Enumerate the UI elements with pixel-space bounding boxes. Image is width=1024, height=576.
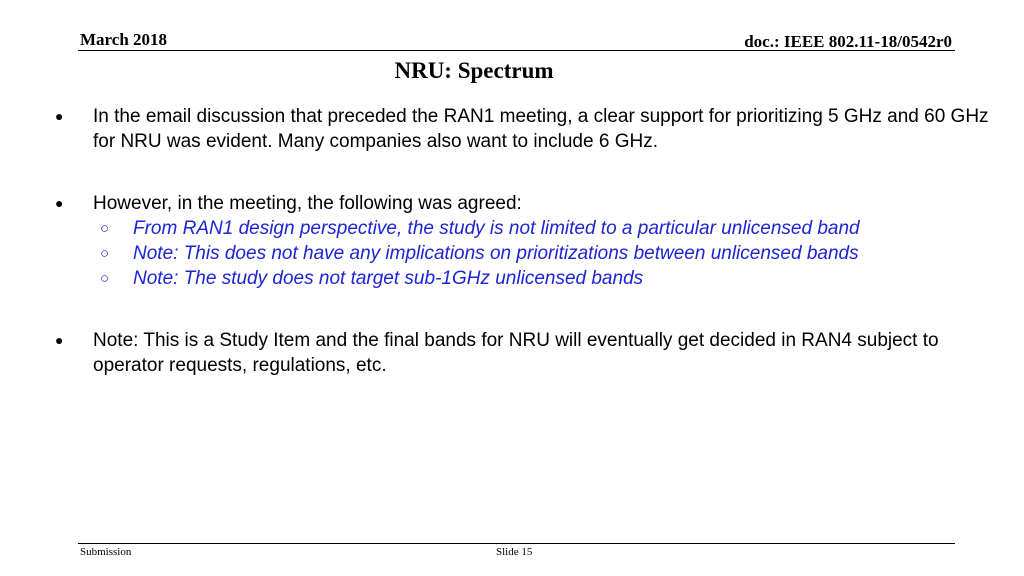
bullet-item [55, 328, 995, 378]
sub-bullet-item [55, 241, 995, 266]
header-rule [78, 50, 955, 51]
slide-title-text: NRU: Spectrum [394, 58, 554, 83]
sub-bullet-text: Note: This does not have any implications on prioritizations between unlicensed bands [133, 243, 859, 264]
sub-bullet-item [55, 266, 995, 291]
bullet-text: However, in the meeting, the following was agreed: [93, 193, 522, 214]
bullet-dot-icon: ● [55, 195, 64, 211]
bullet-item [55, 104, 995, 154]
header-doc-id: doc.: IEEE 802.11-18/0542r0 [744, 32, 952, 51]
sub-bullet-item [55, 216, 995, 241]
slide-content [55, 104, 995, 378]
spacer [55, 154, 995, 191]
spacer [55, 291, 995, 328]
hollow-circle-icon: ○ [100, 220, 110, 237]
bullet-text: In the email discussion that preceded the RAN1 meeting, a clear support for prioritizing 5 GHz and 60 GHz for NRU was evident. Many companies also want to include 6 GHz. [93, 106, 989, 152]
bullet-dot-icon: ● [55, 332, 64, 348]
bullet-text: Note: This is a Study Item and the final bands for NRU will eventually get decided in RAN4 subject to operator requests, regulations, etc. [93, 330, 939, 376]
footer-submission: Submission [80, 546, 132, 558]
sub-bullet-text: Note: The study does not target sub-1GHz unlicensed bands [133, 268, 644, 289]
slide-title [0, 58, 1024, 84]
bullet-dot-icon: ● [55, 108, 64, 124]
footer-slide-number: Slide 15 [496, 546, 533, 558]
bullet-item [55, 191, 995, 216]
hollow-circle-icon: ○ [100, 270, 110, 287]
sub-bullet-text: From RAN1 design perspective, the study is not limited to a particular unlicensed band [133, 218, 860, 239]
footer-rule [78, 543, 955, 544]
hollow-circle-icon: ○ [100, 245, 110, 262]
header-date: March 2018 [80, 30, 168, 49]
